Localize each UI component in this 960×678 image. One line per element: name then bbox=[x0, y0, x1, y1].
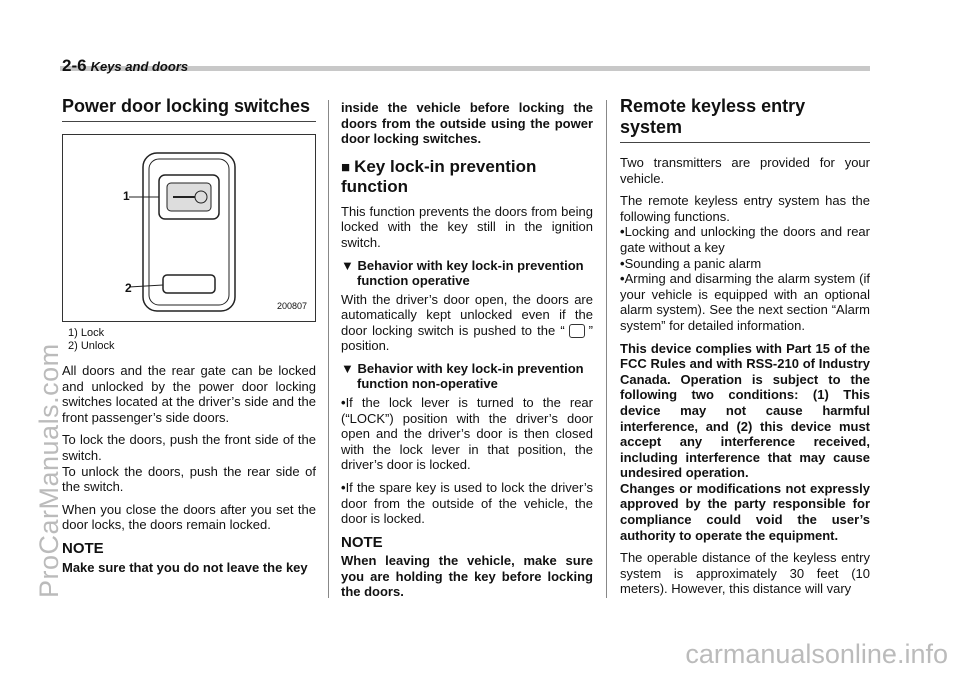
bullet-item: • If the spare key is used to lock the driver’s door from the outside of the vehicle, the door is locked. bbox=[341, 480, 593, 527]
page-number: 2-6 bbox=[62, 56, 87, 75]
note-heading: NOTE bbox=[341, 533, 383, 551]
figure-captions bbox=[68, 327, 316, 353]
triangle-icon: ▼ bbox=[341, 360, 358, 376]
page-header bbox=[62, 56, 188, 76]
note-heading: NOTE bbox=[62, 539, 104, 557]
bullet-item: • If the lock lever is turned to the rear (“LOCK”) position with the driver’s door open and the driver’s door is then closed with the lock lever in that position, the driver’s door is locked. bbox=[341, 395, 593, 473]
subheading: ▼ Behavior with key lock-in prevention function non-operative bbox=[341, 360, 584, 391]
figure-code: 200807 bbox=[276, 301, 307, 312]
figure-label-1: 1 bbox=[123, 189, 130, 203]
section-title: Keys and doors bbox=[90, 59, 189, 74]
column-2 bbox=[341, 100, 593, 607]
bullet-item: • Sounding a panic alarm bbox=[620, 256, 870, 272]
square-bullet-icon: ■ bbox=[341, 158, 351, 176]
column-divider bbox=[606, 100, 607, 598]
column-1 bbox=[62, 96, 316, 582]
door-switch-illustration bbox=[63, 135, 315, 321]
caption-lock: 1) Lock bbox=[68, 327, 105, 339]
paragraph: To unlock the doors, push the rear side of the switch. bbox=[62, 463, 316, 495]
subheading: ▼ Behavior with key lock-in prevention function operative bbox=[341, 257, 584, 288]
note-text-continued: inside the vehicle before locking the doors from the outside using the power door locking switches. bbox=[341, 100, 593, 147]
bullet-item: • Arming and disarming the alarm system (if your vehicle is equipped with an optional alarm system). See the next section “Alarm system” for detailed information. bbox=[620, 271, 870, 333]
column-divider bbox=[328, 100, 329, 598]
section-heading: Power door locking switches bbox=[62, 96, 316, 122]
subsection-heading: ■ Key lock-in prevention function bbox=[341, 156, 537, 196]
paragraph: To lock the doors, push the front side of the switch. bbox=[62, 432, 316, 463]
paragraph: Two transmitters are provided for your vehicle. bbox=[620, 155, 870, 186]
side-watermark: ProCarManuals.com bbox=[34, 343, 64, 598]
note-text: When leaving the vehicle, make sure you are holding the key before locking the doors. bbox=[341, 553, 593, 600]
section-heading: Remote keyless entry system bbox=[620, 96, 870, 143]
paragraph: This function prevents the doors from being locked with the key still in the ignition switch. bbox=[341, 203, 593, 250]
paragraph: All doors and the rear gate can be locked and unlocked by the power door locking switches located at the driver’s side and the front passenger’s side doors. bbox=[62, 363, 316, 425]
paragraph: With the driver’s door open, the doors are automatically kept unlocked even if the door locking switch is pushed to the “ ” position. bbox=[341, 291, 593, 354]
footer-watermark: carmanualsonline.info bbox=[685, 639, 948, 669]
figure-label-2: 2 bbox=[125, 281, 132, 295]
fcc-changes: Changes or modifications not expressly approved by the party responsible for compliance could void the user’s authority to operate the equipment. bbox=[620, 480, 870, 543]
paragraph: When you close the doors after you set the door locks, the doors remain locked. bbox=[62, 501, 316, 533]
fcc-statement: This device complies with Part 15 of the FCC Rules and with RSS-210 of Industry Canada. Operation is subject to the following two conditions: (1) This device may not cause harmful interference, and (2) this device must accept any interference received, including interference that may cause undesired operation. bbox=[620, 340, 870, 481]
triangle-icon: ▼ bbox=[341, 257, 358, 273]
paragraph: The operable distance of the keyless entry system is approximately 30 feet (10 meters). However, this distance will vary bbox=[620, 550, 870, 597]
bullet-item: • Locking and unlocking the doors and rear gate without a key bbox=[620, 224, 870, 255]
paragraph: The remote keyless entry system has the following functions. bbox=[620, 193, 870, 224]
column-3 bbox=[620, 96, 870, 604]
switch-figure bbox=[62, 134, 316, 322]
note-text: Make sure that you do not leave the key bbox=[62, 559, 308, 575]
lock-switch-icon bbox=[569, 324, 585, 338]
caption-unlock: 2) Unlock bbox=[68, 340, 115, 352]
